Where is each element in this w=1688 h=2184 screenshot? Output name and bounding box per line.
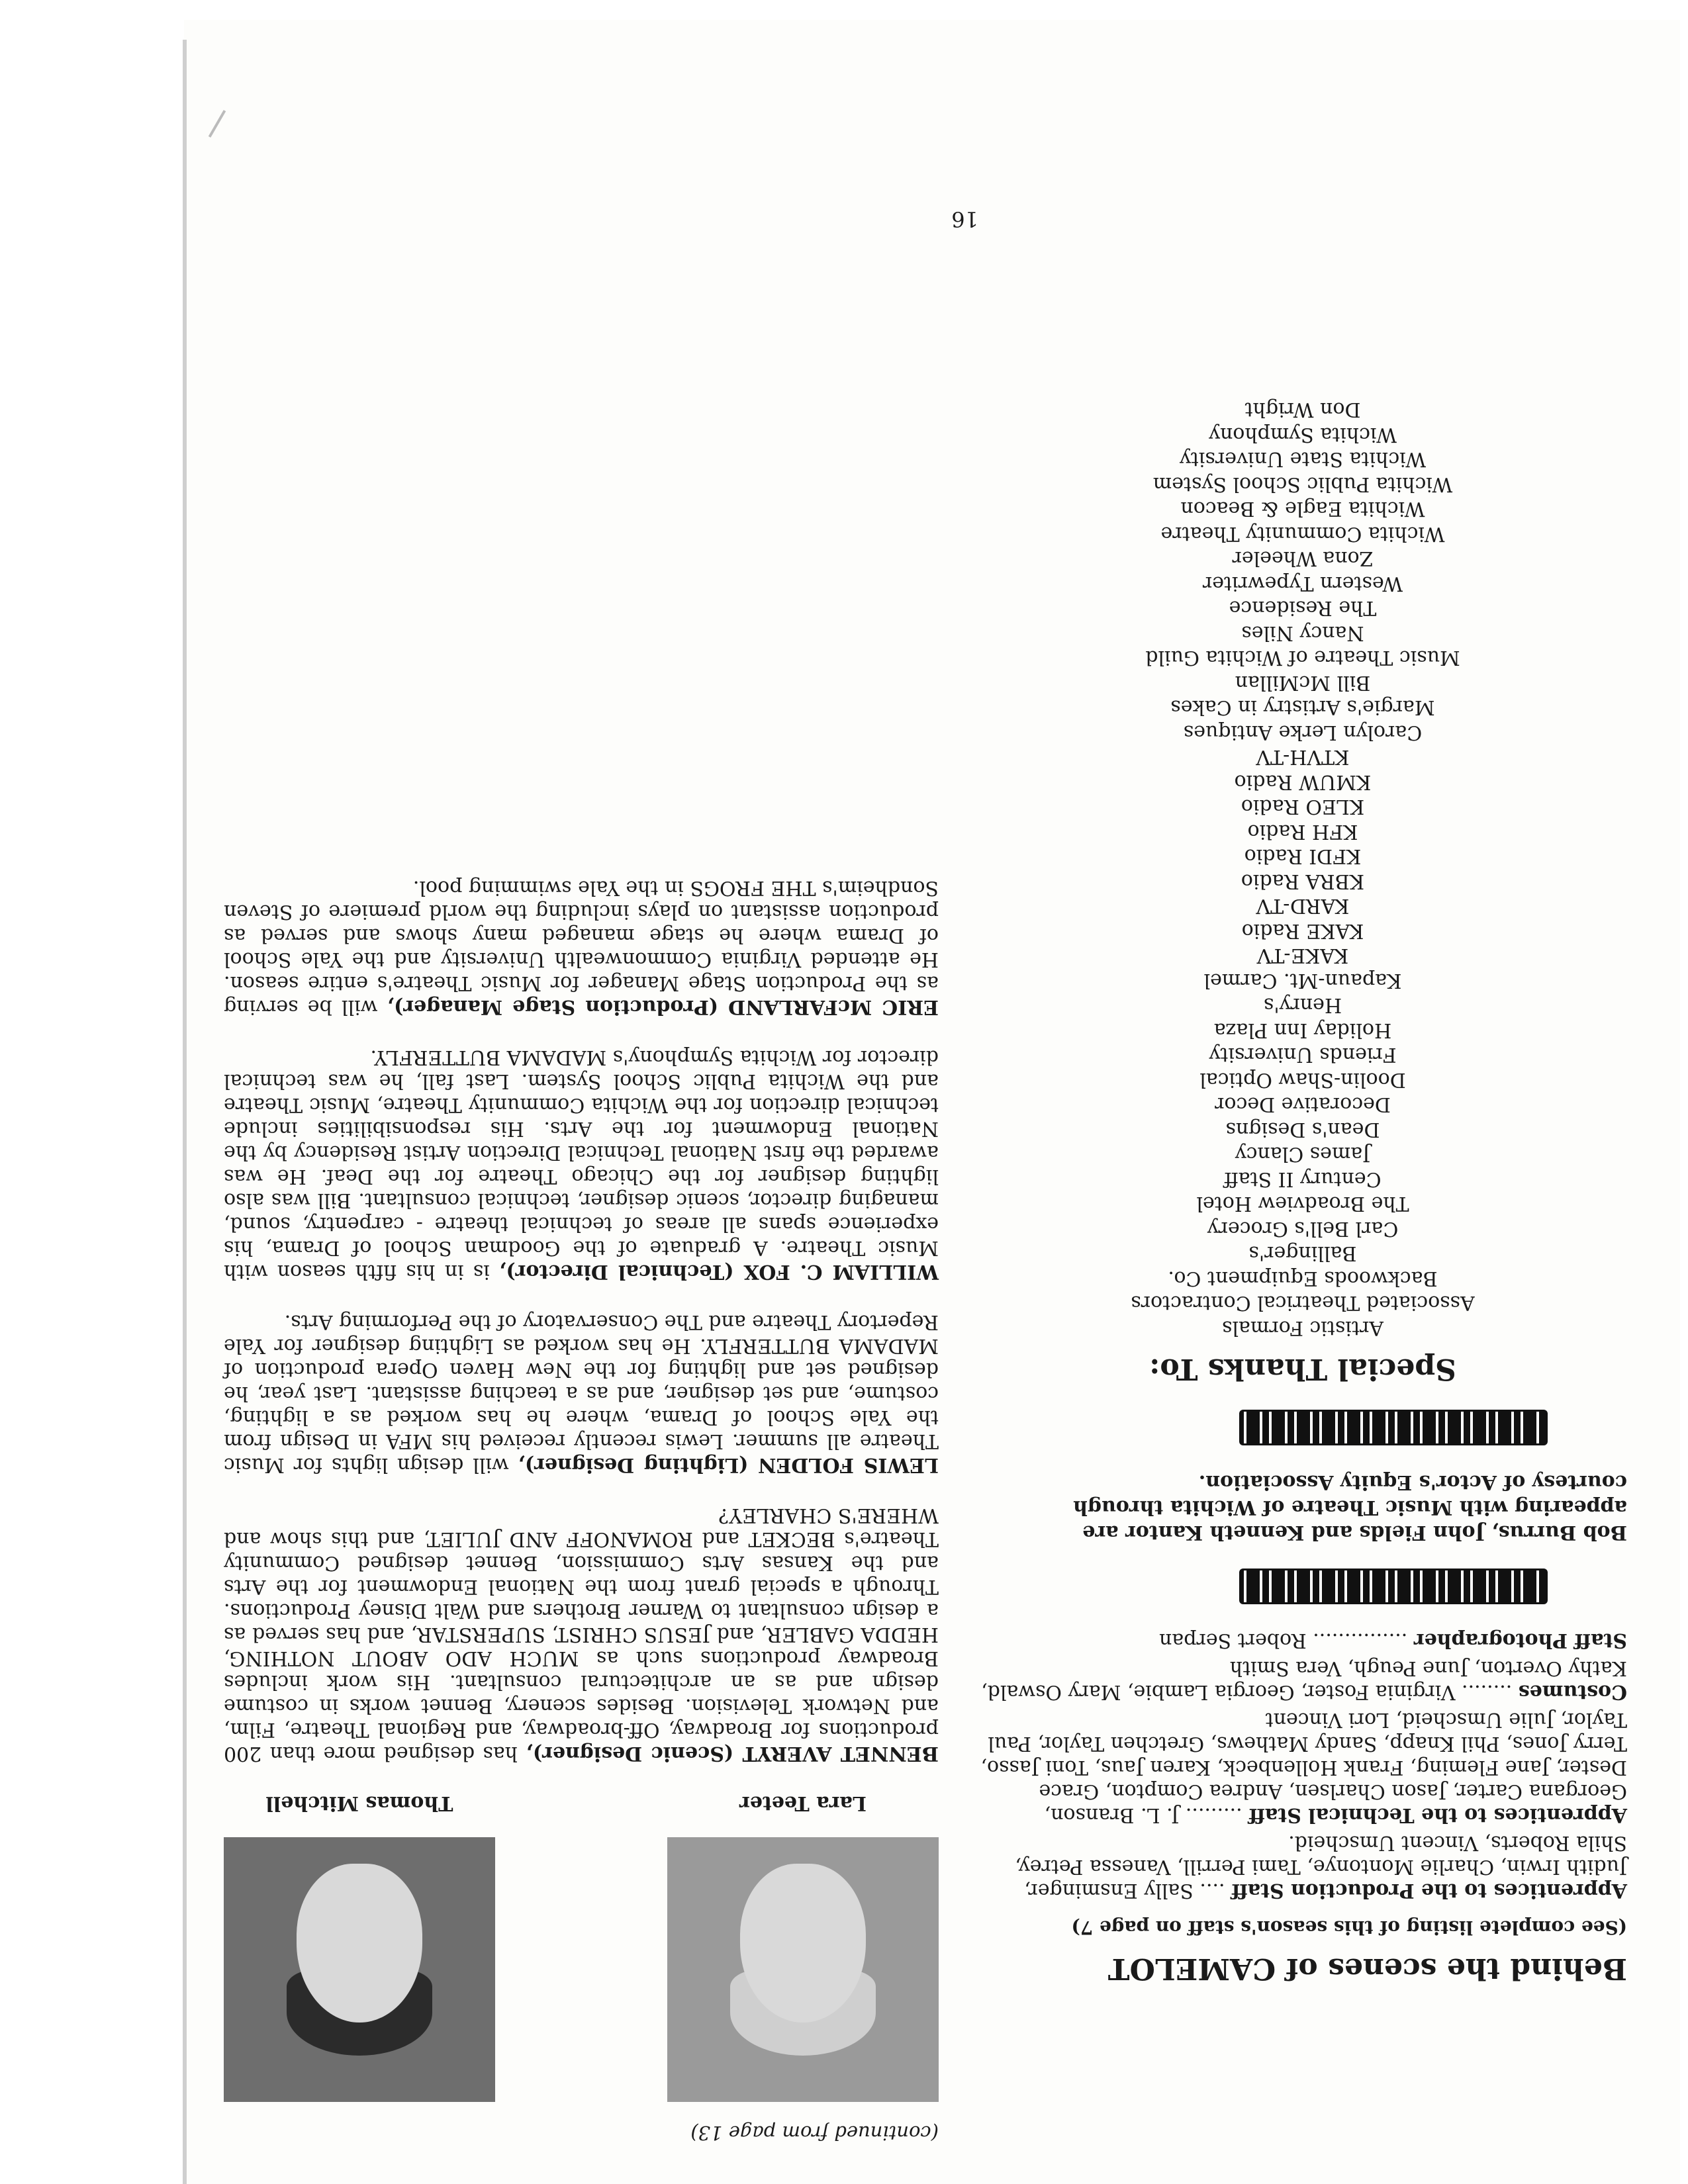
thanks-item: Dean's Designs xyxy=(1225,1118,1380,1141)
thanks-item: Western Typewriter xyxy=(1202,572,1403,595)
thanks-item: Artistic Formals xyxy=(1222,1316,1383,1340)
headshot-photo xyxy=(667,1837,939,2102)
bio-text: is in his fifth season with Music Theatre. A graduate of the Goodman School of Drama, his experience spans all areas of technical theatre - carpentry, sound, managing director, scenic designer, technical consultant. Bill was also lighting designer for the Chicago Theatre for the Deaf. He was awarded the first National Technical Direction Artist Residency by the National Endowment for the Arts. His responsibilities include technical direction for the Wichita Community Theatre, Music Theatre and the Wichita Public School System. Last fall, he was technical director for Wichita Symphony's MADAMA BUTTERFLY. xyxy=(224,1046,939,1283)
thanks-item: Doolin-Shaw Optical xyxy=(1199,1068,1406,1091)
staff-names: J. L. Branson, Georgana Carter, Jason Charlsen, Andrea Compton, Grace Dester, Jane Fleming, Frank Hollenbeck, Karen Jaus, Toni Jasso, Terry Jones, Phil Knapp, Sandy Mathews, Gretchen Taylor, Paul Taylor, Julie Umscheid, Lori Vincent xyxy=(980,1708,1627,1827)
staff-entry xyxy=(978,1628,1627,1652)
thanks-item: KAKE-TV xyxy=(1256,944,1349,968)
thanks-item: Don Wright xyxy=(1244,398,1361,422)
page-number: 16 xyxy=(951,206,978,232)
thanks-item: Wichita Symphony xyxy=(1209,423,1397,446)
bio-name: WILLIAM C. FOX (Technical Director), xyxy=(498,1260,939,1283)
bio-text: will be serving as the Production Stage Manager for Music Theatre's entire season. He attended Virginia Commonwealth University and the Yale School of Drama where he stage managed many shows and served as production assistant on plays including the world premiere of Steven Sondheim's THE FROGS in the Yale swimming pool. xyxy=(224,876,939,1019)
staff-entry xyxy=(978,1707,1627,1827)
staff-entry xyxy=(978,1831,1627,1902)
special-thanks-list xyxy=(978,397,1627,1340)
continued-note: (continued from page 13) xyxy=(690,2122,939,2144)
headshot-block xyxy=(224,1792,495,2102)
behind-scenes-title: Behind the scenes of CAMELOT xyxy=(1107,1952,1627,1985)
headshots xyxy=(224,1792,939,2102)
bio-paragraph xyxy=(224,1503,939,1765)
thanks-item: Kapaun-Mt. Carmel xyxy=(1203,969,1402,992)
staff-leader: ......... xyxy=(1179,1803,1249,1827)
thanks-item: Carl Bell's Grocery xyxy=(1207,1217,1399,1240)
bio-paragraph xyxy=(224,1045,939,1283)
thanks-item: KFH Radio xyxy=(1247,820,1358,843)
staff-role: Apprentices to the Production Staff xyxy=(1231,1879,1627,1902)
thanks-item: KAKE Radio xyxy=(1241,919,1364,942)
headshot-caption: Thomas Mitchell xyxy=(265,1792,453,1815)
bio-paragraph xyxy=(224,1310,939,1477)
thanks-item: KLEO Radio xyxy=(1241,795,1365,819)
thanks-item: Music Theatre of Wichita Guild xyxy=(1145,646,1460,670)
special-thanks-title: Special Thanks To: xyxy=(1149,1352,1456,1386)
thanks-item: Ballinger's xyxy=(1248,1242,1357,1265)
thanks-item: Wichita Public School System xyxy=(1152,473,1453,496)
staff-leader: .... xyxy=(1193,1879,1232,1902)
thanks-item: Nancy Niles xyxy=(1241,621,1364,645)
thanks-item: KMUW Radio xyxy=(1234,770,1372,794)
thanks-item: Carolyn Lerke Antiques xyxy=(1183,721,1423,744)
equity-note: Bob Burrus, John Fields and Kenneth Kantor are appearing with Music Theatre of Wichita through courtesy of Actor's Equity Association. xyxy=(1073,1471,1627,1544)
staff-role: Costumes xyxy=(1518,1680,1627,1704)
thanks-item: Henry's xyxy=(1263,993,1342,1017)
thanks-item: Zona Wheeler xyxy=(1232,547,1374,570)
thanks-item: KARD-TV xyxy=(1256,894,1350,918)
thanks-item: Wichita Eagle & Beacon xyxy=(1180,497,1425,521)
bio-name: BENNET AVERYT (Scenic Designer), xyxy=(526,1742,939,1765)
headshot-photo xyxy=(224,1837,495,2102)
photo-face xyxy=(740,1864,866,2023)
thanks-item: The Residence xyxy=(1229,596,1377,620)
staff-names: Virginia Foster, Georgia Lambie, Mary Oswald, Kathy Overton, June Peugh, Vera Smith xyxy=(981,1657,1627,1704)
thanks-item: James Clancy xyxy=(1235,1142,1371,1166)
thanks-item: Wichita State University xyxy=(1179,447,1427,471)
staff-entry xyxy=(978,1656,1627,1704)
thanks-item: Decorative Decor xyxy=(1215,1093,1391,1116)
bio-text: has designed more than 200 productions for Broadway, Off-broadway, and Regional Theatre, Film, and Network Television. Besides scenery, Bennet works in costume design and as an architectural consultant. His work includes Broadway productions such as MUCH ADO ABOUT NOTHING, HEDDA GABLER, and JESUS CHRIST, SUPERSTAR, and has served as a design consultant to Warner Brothers and Walt Disney Productions. Through a special grant from the National Endowment for the Arts and the Kansas Arts Commission, Bennet designed Community Theatre's BECKET and ROMANOFF AND JULIET, and this show and WHERE'S CHARLEY? xyxy=(224,1504,939,1765)
staff-names: Robert Serpan xyxy=(1159,1629,1307,1652)
page-edge-shadow xyxy=(183,40,187,2184)
photo-face xyxy=(297,1864,422,2023)
staff-leader: ............... xyxy=(1306,1629,1414,1652)
thanks-item: KFDI Radio xyxy=(1244,844,1362,868)
thanks-item: KBRA Radio xyxy=(1241,870,1365,893)
thanks-item: Wichita Community Theatre xyxy=(1160,522,1445,545)
thanks-item: Holiday Inn Plaza xyxy=(1213,1019,1392,1042)
bio-paragraph xyxy=(224,876,939,1019)
headshot-block xyxy=(667,1792,939,2102)
thanks-item: Bill McMillan xyxy=(1235,671,1371,694)
decorative-ornament xyxy=(1239,1569,1548,1604)
thanks-item: The Broadview Hotel xyxy=(1196,1192,1409,1216)
bio-text: will design lights for Music Theatre all summer. Lewis recently received his MFA in Design from the Yale School of Drama, where he has worked as a lighting, costume, and set designer, and as a teaching assistant. Last year, he designed set and lighting for the New Haven Opera production of MADAMA BUTTERFLY. He has worked as Lighting designer for Yale Repertory Theatre and The Conservatory of the Performing Arts. xyxy=(223,1310,939,1477)
staff-leader: ........ xyxy=(1455,1680,1519,1704)
decorative-ornament xyxy=(1239,1410,1548,1445)
thanks-item: Margie's Artistry in Cakes xyxy=(1170,696,1435,719)
thanks-item: Backwoods Equipment Co. xyxy=(1168,1267,1438,1290)
thanks-item: Associated Theatrical Contractors xyxy=(1131,1291,1475,1315)
staff-role: Apprentices to the Technical Staff xyxy=(1248,1803,1627,1827)
bio-name: LEWIS FOLDEN (Lighting Designer), xyxy=(518,1453,939,1477)
thanks-item: Friends University xyxy=(1209,1043,1397,1067)
thanks-item: Century II Staff xyxy=(1224,1167,1382,1191)
headshot-caption: Lara Teeter xyxy=(739,1792,867,1815)
staff-listing-note: (See complete listing of this season's staff on page 7) xyxy=(1071,1917,1627,1938)
staff-names: Sally Ensminger, Judith Irwin, Charlie Montonye, Tami Perrill, Vanessa Petrey, Shila Roberts, Vincent Umscheid. xyxy=(1015,1831,1627,1902)
right-column xyxy=(224,849,939,2144)
thanks-item: KTVH-TV xyxy=(1256,745,1350,769)
program-page xyxy=(184,20,1680,2184)
staff-role: Staff Photographer xyxy=(1413,1629,1627,1652)
bio-name: ERIC McFARLAND (Production Stage Manager), xyxy=(387,995,939,1019)
left-column xyxy=(978,397,1627,1985)
